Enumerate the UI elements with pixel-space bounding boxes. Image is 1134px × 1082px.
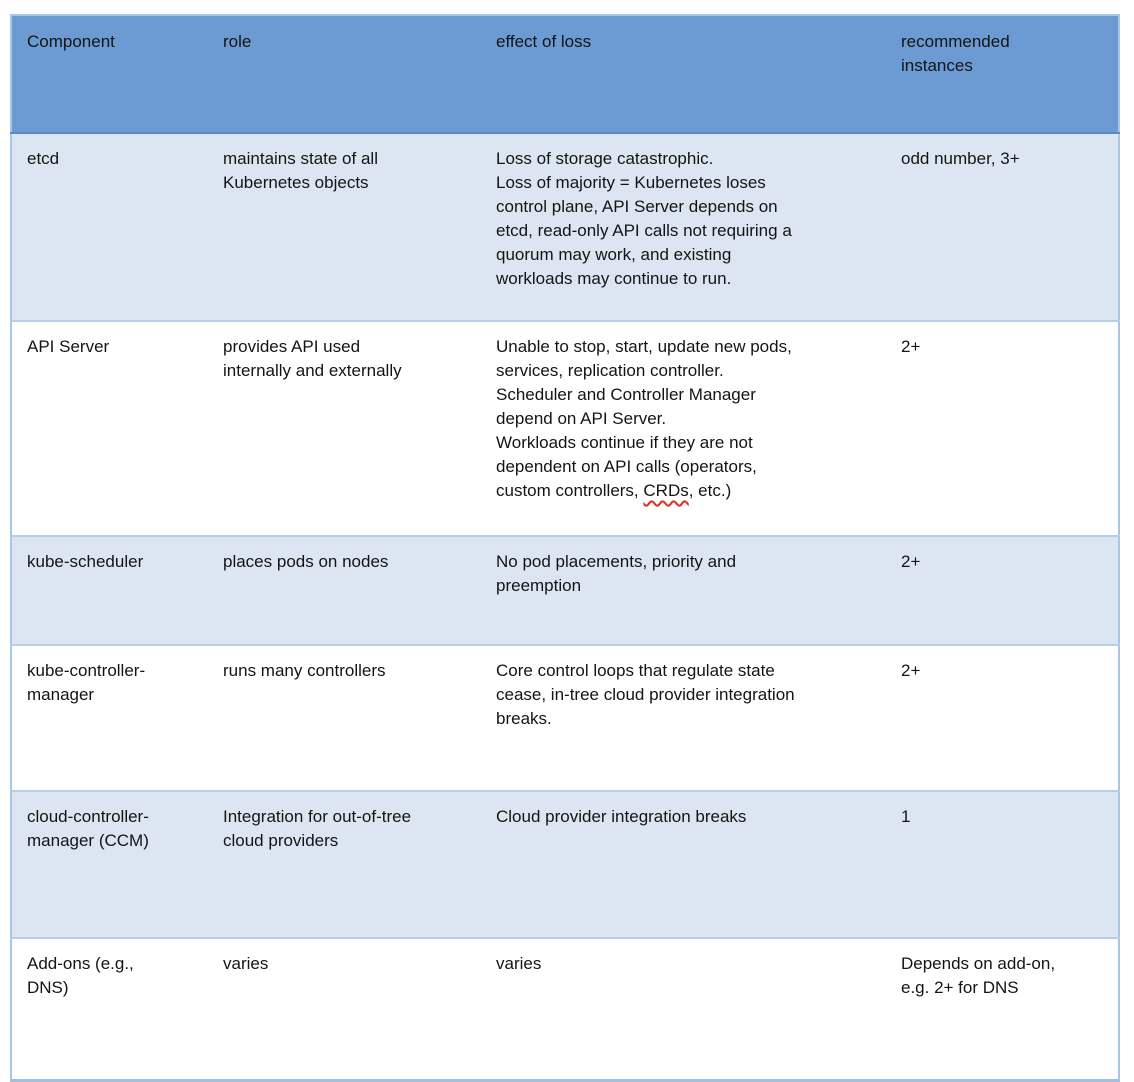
table-row xyxy=(11,938,1119,1081)
cell-component: kube-scheduler xyxy=(11,536,209,645)
effect-line: Cloud provider integration breaks xyxy=(496,807,747,826)
table-row xyxy=(11,321,1119,536)
effect-line: Core control loops that regulate state cease, in-tree cloud provider integration breaks. xyxy=(496,661,795,728)
effect-line: Workloads continue if they are not dependent on API calls (operators, custom controllers, CRDs, etc.) xyxy=(496,433,757,500)
cell-component: API Server xyxy=(11,321,209,536)
table-row xyxy=(11,536,1119,645)
table-header-row xyxy=(11,15,1119,133)
table-row xyxy=(11,133,1119,321)
table-body xyxy=(11,133,1119,1081)
effect-line: No pod placements, priority and preemption xyxy=(496,552,737,595)
cell-recommended-instances: 2+ xyxy=(887,645,1119,791)
cell-component: Add-ons (e.g., DNS) xyxy=(11,938,209,1081)
cell-role: Integration for out-of-tree cloud providers xyxy=(209,791,482,938)
column-header-role: role xyxy=(209,15,482,133)
cell-component: etcd xyxy=(11,133,209,321)
effect-line: Loss of majority = Kubernetes loses control plane, API Server depends on etcd, read-only API calls not requiring a quorum may work, and existing workloads may continue to run. xyxy=(496,173,792,288)
cell-effect-of-loss xyxy=(482,321,887,536)
header-row xyxy=(11,15,1119,133)
effect-line: Scheduler and Controller Manager depend on API Server. xyxy=(496,385,756,428)
cell-effect-of-loss xyxy=(482,645,887,791)
cell-role: maintains state of all Kubernetes objects xyxy=(209,133,482,321)
column-header-effect-of-loss: effect of loss xyxy=(482,15,887,133)
effect-line: Loss of storage catastrophic. xyxy=(496,149,714,168)
cell-recommended-instances: 1 xyxy=(887,791,1119,938)
cell-recommended-instances: 2+ xyxy=(887,321,1119,536)
misspelled-word: CRDs xyxy=(643,481,689,500)
cell-role: runs many controllers xyxy=(209,645,482,791)
cell-component: kube-controller-manager xyxy=(11,645,209,791)
effect-line: varies xyxy=(496,954,542,973)
column-header-component: Component xyxy=(11,15,209,133)
cell-effect-of-loss xyxy=(482,938,887,1081)
table-row xyxy=(11,645,1119,791)
components-table xyxy=(10,14,1120,1082)
cell-effect-of-loss xyxy=(482,133,887,321)
effect-line: Unable to stop, start, update new pods, services, replication controller. xyxy=(496,337,792,380)
cell-role: places pods on nodes xyxy=(209,536,482,645)
column-header-recommended-instances: recommended instances xyxy=(887,15,1119,133)
cell-recommended-instances: 2+ xyxy=(887,536,1119,645)
cell-role: varies xyxy=(209,938,482,1081)
cell-effect-of-loss xyxy=(482,536,887,645)
cell-component: cloud-controller-manager (CCM) xyxy=(11,791,209,938)
cell-recommended-instances: odd number, 3+ xyxy=(887,133,1119,321)
cell-effect-of-loss xyxy=(482,791,887,938)
table-row xyxy=(11,791,1119,938)
cell-role: provides API used internally and externally xyxy=(209,321,482,536)
cell-recommended-instances: Depends on add-on, e.g. 2+ for DNS xyxy=(887,938,1119,1081)
